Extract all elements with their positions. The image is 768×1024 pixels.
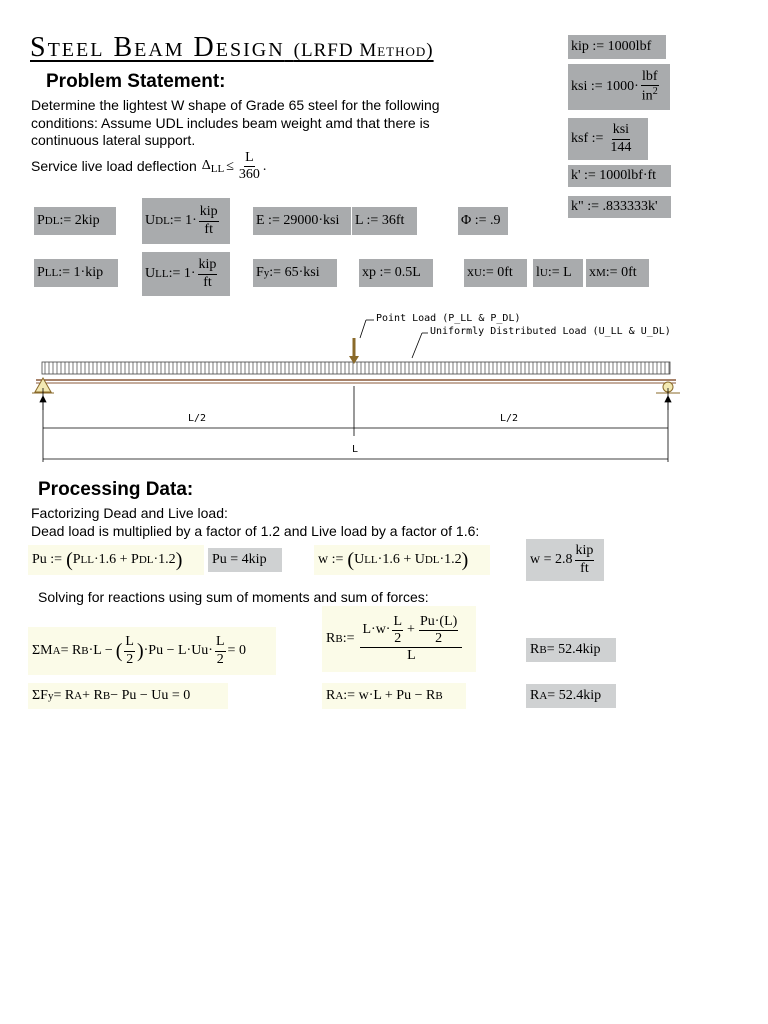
- deflection-den: 360: [238, 167, 260, 183]
- ksf-lhs: ksf :=: [571, 131, 604, 146]
- unit-k-prime: k' := 1000lbf·ft: [568, 165, 671, 187]
- reactions-heading: Solving for reactions using sum of moments and sum of forces:: [38, 589, 429, 605]
- input-xu: x U := 0ft: [464, 259, 527, 287]
- point-load-arrow: [349, 338, 359, 364]
- title-main: Steel Beam Design: [30, 32, 285, 63]
- ksi-num: lbf: [641, 69, 659, 86]
- deflection-limit: [31, 150, 266, 183]
- input-pdl: P DL := 2kip: [34, 207, 116, 235]
- deflection-label: Service live load deflection: [31, 157, 197, 174]
- input-pll: P LL := 1·kip: [34, 259, 118, 287]
- deflection-num: L: [244, 150, 255, 167]
- unit-ksi: [568, 64, 670, 110]
- udl-label: Uniformly Distributed Load (U_LL & U_DL): [430, 326, 671, 337]
- deflection-symbol: $\Delta_{LL}$: [201, 158, 225, 176]
- ksi-lhs: ksi := 1000·: [571, 79, 639, 94]
- title-sub: (LRFD Method): [293, 40, 434, 61]
- eq-sum-forces: ΣF y = R A + R B − Pu − Uu = 0: [28, 683, 228, 709]
- input-xp: xp := 0.5L: [359, 259, 433, 287]
- processing-line-1: Factorizing Dead and Live load:: [31, 505, 228, 521]
- reaction-arrows: [40, 396, 671, 410]
- ksf-fraction: [609, 122, 632, 155]
- problem-line-3: continuous lateral support.: [31, 132, 196, 148]
- dim-full: L: [352, 444, 359, 455]
- input-phi: Φ := .9: [458, 207, 508, 235]
- problem-line-2: conditions: Assume UDL includes beam weight amd that there is: [31, 114, 430, 131]
- input-ull: U LL := 1· $\frac{\text{kip}}{ft}$: [142, 252, 230, 296]
- input-xm: x M := 0ft: [586, 259, 649, 287]
- deflection-op: ≤: [226, 158, 234, 174]
- eq-w: w := ( U LL ·1.6 + U DL ·1.2 ): [314, 545, 490, 575]
- udl-leader: [412, 333, 422, 358]
- result-pu: Pu = 4kip: [208, 548, 282, 572]
- result-w: w = 2.8 $\frac{\text{kip}}{ft}$: [526, 539, 604, 581]
- problem-line-1: Determine the lightest W shape of Grade 65 steel for the following: [31, 97, 440, 113]
- deflection-end: .: [262, 158, 267, 174]
- rb-fraction: L·w· $\frac{L}{2}$ + $\frac{Pu\cdot(L)}{2}$ L: [360, 614, 462, 664]
- page-title: [30, 32, 434, 64]
- eq-sum-moments: ΣM A = R B ·L − ( $\frac{L}{2}$ ) ·Pu − L·Uu· $\frac{L}{2}$ = 0: [28, 627, 276, 675]
- unit-k-double-prime: k" := .833333k': [568, 196, 671, 218]
- point-load-label: Point Load (P_LL & P_DL): [376, 313, 521, 324]
- result-rb: R B = 52.4kip: [526, 638, 616, 662]
- dim-half-right: L/2: [500, 413, 519, 424]
- ksi-fraction: [641, 69, 659, 105]
- ksi-den: $in^2$: [641, 86, 658, 104]
- input-l: L := 36ft: [352, 207, 417, 235]
- ksf-den: 144: [610, 139, 632, 155]
- w-result-fraction: $\frac{\text{kip}}{ft}$: [575, 543, 594, 576]
- unit-kip: kip := 1000lbf: [568, 35, 666, 59]
- ksf-num: ksi: [612, 122, 630, 139]
- eq-rb: R B := L·w· $\frac{L}{2}$ + $\frac{Pu\cdot(L)}{2}$ L: [322, 606, 476, 672]
- input-e: E := 29000·ksi: [253, 207, 351, 235]
- deflection-fraction: [238, 150, 261, 183]
- processing-text: [31, 505, 591, 540]
- udl-load-band: [42, 362, 670, 374]
- input-lu: l U := L: [533, 259, 583, 287]
- result-ra: R A = 52.4kip: [526, 684, 616, 708]
- eq-pu: Pu := ( P LL ·1.6 + P DL ·1.2 ): [28, 545, 204, 575]
- udl-fraction: $\frac{\text{kip}}{ft}$: [199, 204, 218, 237]
- input-fy: F y := 65·ksi: [253, 259, 337, 287]
- problem-text: [31, 97, 551, 150]
- problem-heading: Problem Statement:: [46, 71, 226, 92]
- processing-heading: Processing Data:: [38, 479, 194, 500]
- unit-ksf: [568, 118, 648, 160]
- dim-half-left: L/2: [188, 413, 207, 424]
- processing-line-2: Dead load is multiplied by a factor of 1.2 and Live load by a factor of 1.6:: [31, 522, 480, 539]
- input-udl: U DL := 1· $\frac{\text{kip}}{ft}$: [142, 198, 230, 244]
- ull-fraction: $\frac{\text{kip}}{ft}$: [198, 257, 217, 290]
- eq-ra: R A := w·L + Pu − R B: [322, 683, 466, 709]
- point-load-leader: [360, 320, 366, 338]
